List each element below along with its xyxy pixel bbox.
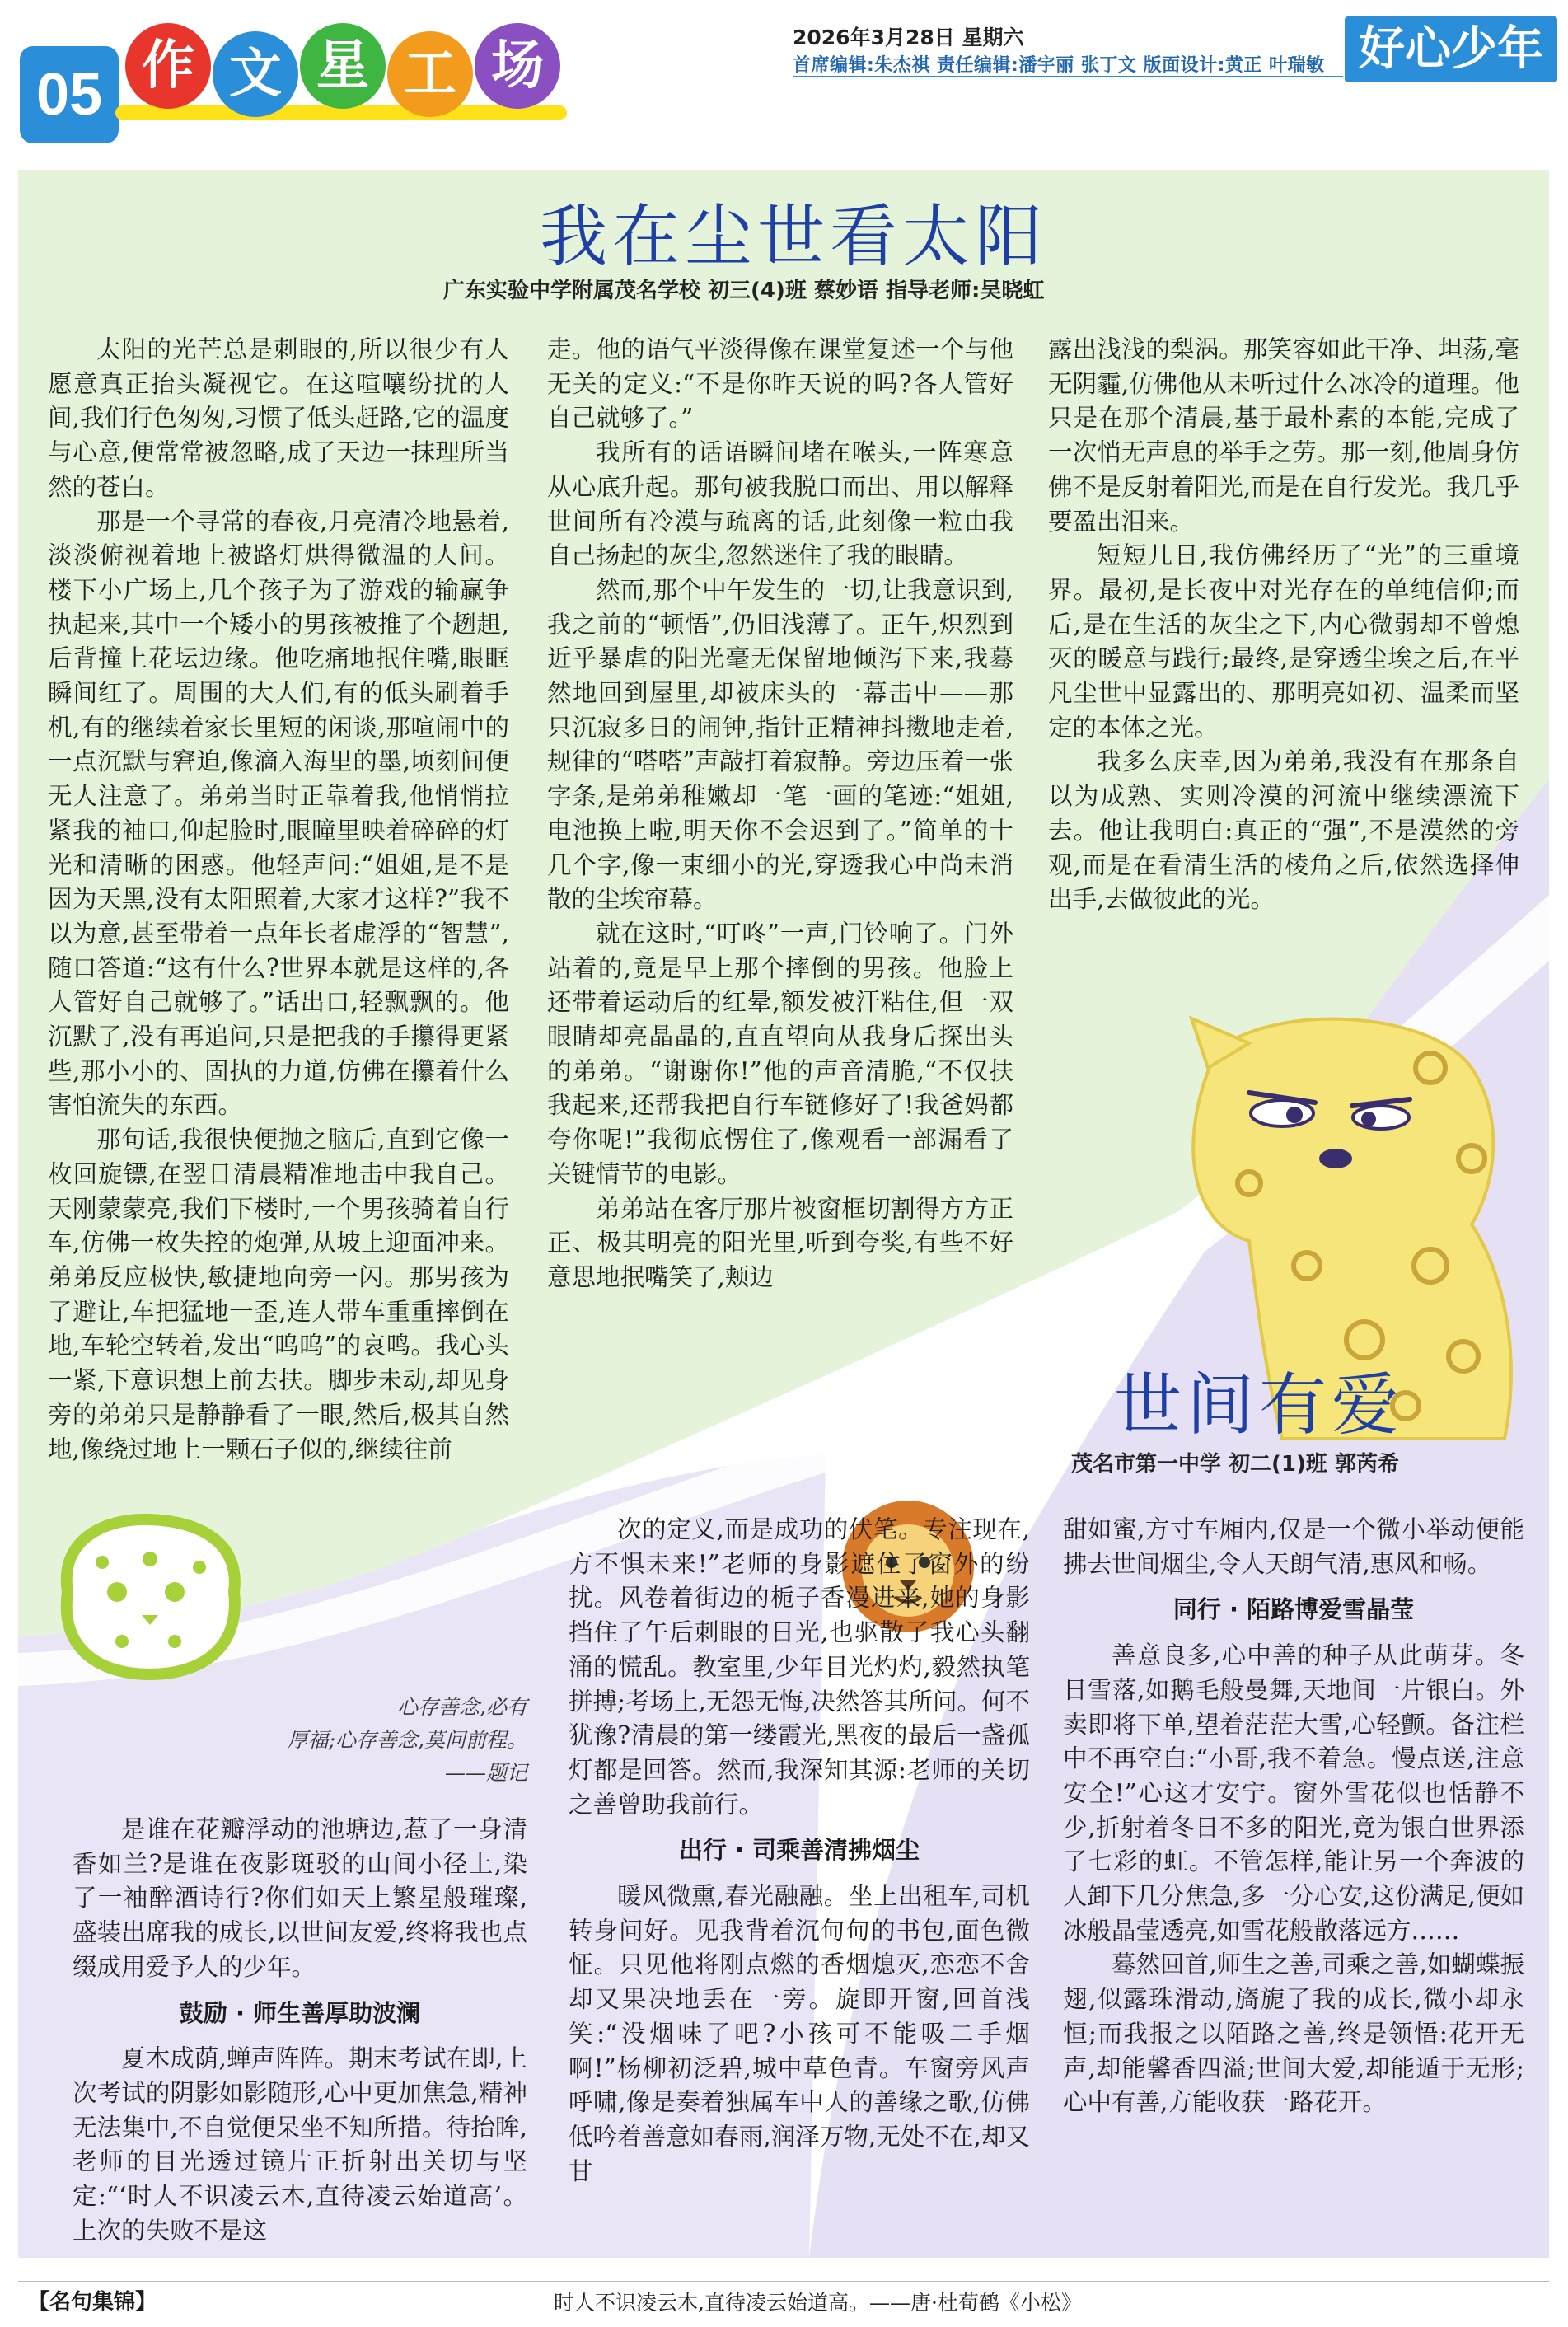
footer-tag: 【名句集锦】 [28, 2290, 157, 2315]
paragraph: 就在这时,“叮咚”一声,门铃响了。门外站着的,竟是早上那个摔倒的男孩。他脸上还带着运动后的红晕,额发被汗粘住,但一双眼睛却亮晶晶的,直直望向从我身后探出头的弟弟。“谢谢你!”他的声音清脆,“不仅扶我起来,还帮我把自行车链修好了!我爸妈都夸你呢!”我彻底愣住了,像观看一部漏看了关键情节的电影。 [547, 919, 1013, 1188]
footer [18, 2281, 1549, 2315]
paragraph: 夏木成荫,蝉声阵阵。期末考试在即,上次考试的阴影如影随形,心中更加焦急,精神无法集中,不自觉便呆坐不知所措。待抬眸,老师的目光透过镜片正折射出关切与坚定:“‘时人不识凌云木,直待凌云始道高’。上次的失败不是这 [73, 2044, 527, 2245]
article1-column-3 [1048, 333, 1519, 917]
paragraph: 是谁在花瓣浮动的池塘边,惹了一身清香如兰?是谁在夜影斑驳的山间小径上,染了一袖醉酒诗行?你们如天上繁星般璀璨,盛装出席我的成长,以世间友爱,终将我也点缀成用爱予人的少年。 [73, 1815, 527, 1981]
paragraph: 然而,那个中午发生的一切,让我意识到,我之前的“顿悟”,仍旧浅薄了。正午,炽烈到近乎暴虐的阳光毫无保留地倾泻下来,我蓦然地回到屋里,却被床头的一幕击中——那只沉寂多日的闹钟,指针正精神抖擞地走着,规律的“嗒嗒”声敲打着寂静。旁边压着一张字条,是弟弟稚嫩却一笔一画的笔迹:“姐姐,电池换上啦,明天你不会迟到了。”简单的十几个字,像一束细小的光,穿透我心中尚未消散的尘埃帘幕。 [547, 575, 1013, 914]
epigraph-attribution: ——题记 [444, 1761, 527, 1785]
footer-quote: 时人不识凌云木,直待凌云始道高。——唐·杜荀鹤《小松》 [554, 2291, 1082, 2315]
epigraph-line: 心存善念,必有 [397, 1695, 527, 1719]
subheading: 鼓励 · 师生善厚助波澜 [179, 1998, 421, 2027]
paragraph: 甜如蜜,方寸车厢内,仅是一个微小举动便能拂去世间烟尘,令人天朗气清,惠风和畅。 [1063, 1515, 1524, 1578]
paragraph: 弟弟站在客厅那片被窗框切割得方方正正、极其明亮的阳光里,听到夸奖,有些不好意思地抿嘴笑了,颊边 [547, 1194, 1013, 1291]
article2-column-1 [73, 1813, 527, 2248]
page-number: 05 [20, 46, 119, 143]
paragraph: 太阳的光芒总是刺眼的,所以很少有人愿意真正抬头凝视它。在这喧嚷纷扰的人间,我们行色匆匆,习惯了低头赶路,它的温度与心意,便常常被忽略,成了天边一抹理所当然的苍白。 [48, 335, 509, 501]
article1-byline: 广东实验中学附属茂名学校 初三(4)班 蔡妙语 指导老师:吴晓虹 [443, 279, 1045, 303]
issue-date: 2026年3月28日 星期六 [793, 26, 1024, 49]
subheading: 出行 · 司乘善清拂烟尘 [678, 1836, 920, 1865]
paragraph: 那句话,我很快便抛之脑后,直到它像一枚回旋镖,在翌日清晨精准地击中我自己。天刚蒙蒙亮,我们下楼时,一个男孩骑着自行车,仿佛一枚失控的炮弹,从坡上迎面冲来。弟弟反应极快,敏捷地向旁一闪。那男孩为了避让,车把猛地一歪,连人带车重重摔倒在地,车轮空转着,发出“呜呜”的哀鸣。我心头一紧,下意识想上前去扶。脚步未动,却见身旁的弟弟只是静静看了一眼,然后,极其自然地,像绕过地上一颗石子似的,继续往前 [48, 1126, 509, 1463]
section-char-4: 工 [387, 31, 473, 117]
editor-credits: 首席编辑:朱杰祺 责任编辑:潘宇丽 张丁文 版面设计:黄正 叶瑞敏 [793, 55, 1325, 76]
paragraph: 次的定义,而是成功的伏笔。专注现在,方不惧未来!”老师的身影遮住了窗外的纷扰。风卷着街边的栀子香漫进来,她的身影挡住了午后刺眼的日光,也驱散了我心头翻涌的慌乱。教室里,少年目光灼灼,毅然执笔拼搏;考场上,无怨无悔,决然答其所问。何不犹豫?清晨的第一缕霞光,黑夜的最后一盏孤灯都是回答。然而,我深知其源:老师的关切之善曾助我前行。 [569, 1515, 1030, 1819]
paragraph: 露出浅浅的梨涡。那笑容如此干净、坦荡,毫无阴霾,仿佛他从未听过什么冰冷的道理。他只是在那个清晨,基于最朴素的本能,完成了一次悄无声息的举手之劳。那一刻,他周身仿佛不是反射着阳光,而是在自行发光。我几乎要盈出泪来。 [1048, 335, 1519, 536]
subheading: 同行 · 陌路博爱雪晶莹 [1172, 1595, 1415, 1624]
paragraph: 蓦然回首,师生之善,司乘之善,如蝴蝶振翅,似露珠滑动,旖旎了我的成长,微小却永恒;而我报之以陌路之善,终是领悟:花开无声,却能馨香四溢;世间大爱,却能遁于无形;心中有善,方能收获一路花开。 [1063, 1950, 1524, 2117]
section-char-2: 文 [213, 31, 298, 117]
section-char-1: 作 [125, 23, 211, 109]
article2-title: 世间有爱 [1114, 1366, 1405, 1444]
paragraph: 那是一个寻常的春夜,月亮清冷地悬着,淡淡俯视着地上被路灯烘得微温的人间。楼下小广场上,几个孩子为了游戏的输赢争执起来,其中一个矮小的男孩被推了个趔趄,后背撞上花坛边缘。他吃痛地抿住嘴,眼眶瞬间红了。周围的大人们,有的低头刷着手机,有的继续着家长里短的闲谈,那喧闹中的一点沉默与窘迫,像滴入海里的墨,顷刻间便无人注意了。弟弟当时正靠着我,他悄悄拉紧我的袖口,仰起脸时,眼瞳里映着碎碎的灯光和清晰的困惑。他轻声问:“姐姐,是不是因为天黑,没有太阳照着,大家才这样?”我不以为意,甚至带着一点年长者虚浮的“智慧”,随口答道:“这有什么?世界本就是这样的,各人管好自己就够了。”话出口,轻飘飘的。他沉默了,没有再追问,只是把我的手攥得更紧些,那小小的、固执的力道,仿佛在攥着什么害怕流失的东西。 [48, 507, 509, 1120]
article2-column-2 [569, 1513, 1030, 2189]
cub-illustration [51, 1510, 249, 1683]
header-rule [793, 76, 1343, 77]
article1-column-2 [547, 333, 1013, 1295]
paragraph: 我多么庆幸,因为弟弟,我没有在那条自以为成熟、实则冷漠的河流中继续漂流下去。他让我明白:真正的“强”,不是漠然的旁观,而是在看清生活的棱角之后,依然选择伸出手,去做彼此的光。 [1048, 747, 1519, 914]
epigraph [198, 1691, 527, 1790]
paragraph: 我所有的话语瞬间堵在喉头,一阵寒意从心底升起。那句被我脱口而出、用以解释世间所有冷漠与疏离的话,此刻像一粒由我自己扬起的灰尘,忽然迷住了我的眼睛。 [547, 438, 1013, 570]
section-char-5: 场 [475, 23, 560, 109]
article2-column-3 [1063, 1513, 1524, 2120]
epigraph-line: 厚福;心存善念,莫问前程。 [287, 1728, 527, 1752]
section-char-3: 星 [300, 23, 386, 109]
brand-logo: 好心少年 [1345, 16, 1557, 82]
paragraph: 善意良多,心中善的种子从此萌芽。冬日雪落,如鹅毛般曼舞,天地间一片银白。外卖即将下单,望着茫茫大雪,心轻颤。备注栏中不再空白:“小哥,我不着急。慢点送,注意安全!”心这才安宁。窗外雪花似也恬静不少,折射着冬日不多的阳光,竟为银白世界添了七彩的虹。不管怎样,能让另一个奔波的人卸下几分焦急,多一分心安,这份满足,便如冰般晶莹透亮,如雪花般散落远方…… [1063, 1641, 1524, 1945]
paragraph: 走。他的语气平淡得像在课堂复述一个与他无关的定义:“不是你昨天说的吗?各人管好自己就够了。” [547, 335, 1013, 433]
paragraph: 短短几日,我仿佛经历了“光”的三重境界。最初,是长夜中对光存在的单纯信仰;而后,是在生活的灰尘之下,内心微弱却不曾熄灭的暖意与践行;最终,是穿透尘埃之后,在平凡尘世中显露出的、那明亮如初、温柔而坚定的本体之光。 [1048, 541, 1519, 742]
article1-column-1 [48, 333, 509, 1467]
paragraph: 暖风微熏,春光融融。坐上出租车,司机转身问好。见我背着沉甸甸的书包,面色微怔。只见他将刚点燃的香烟熄灭,恋恋不舍却又果决地丢在一旁。旋即开窗,回首浅笑:“没烟味了吧?小孩可不能吸二手烟啊!”杨柳初泛碧,城中草色青。车窗旁风声呼啸,像是奏着独属车中人的善缘之歌,仿佛低吟着善意如春雨,润泽万物,无处不在,却又甘 [569, 1882, 1030, 2185]
article1-title: 我在尘世看太阳 [540, 198, 1048, 276]
article2-byline: 茂名市第一中学 初二(1)班 郭芮希 [1071, 1452, 1399, 1477]
